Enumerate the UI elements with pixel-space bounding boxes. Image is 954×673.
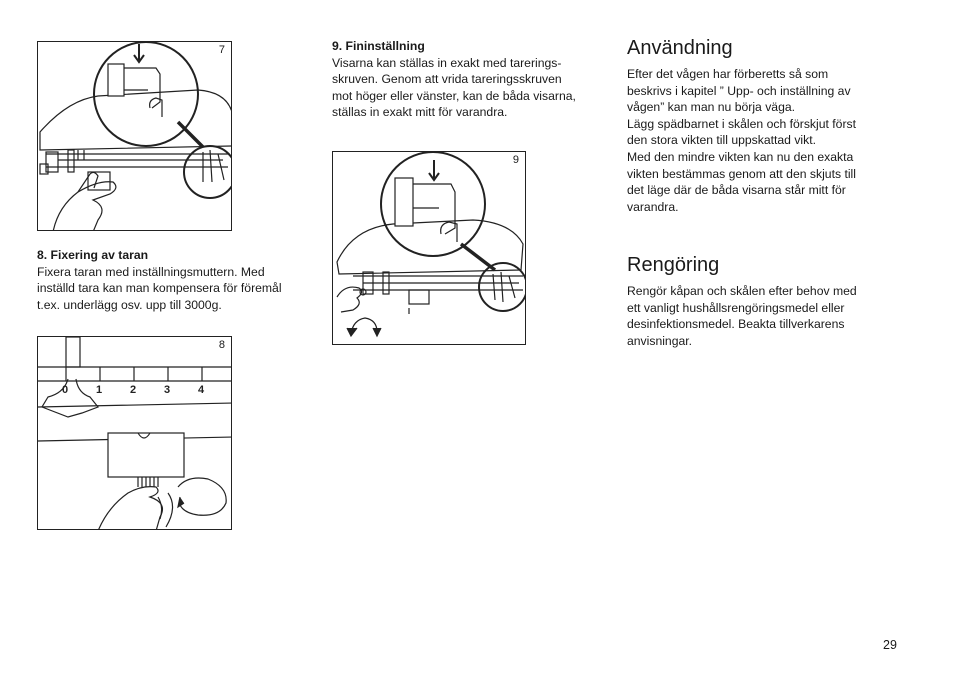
rengoring-line: ett vanligt hushållsrengöringsmedel eller [627, 300, 845, 315]
anvandning-line: beskrivs i kapitel ” Upp- och inställning av [627, 83, 851, 98]
section-9-line: mot höger eller vänster, kan de båda visarna, [332, 88, 576, 103]
section-9-line: Visarna kan ställas in exakt med tarerings- [332, 55, 562, 70]
scale-label: 0 [62, 384, 69, 396]
section-8-text [37, 247, 317, 313]
section-8-line: t.ex. underlägg osv. upp till 3000g. [37, 297, 222, 312]
anvandning-text [627, 66, 889, 215]
figure-7-illustration [37, 41, 232, 231]
section-9-line: skruven. Genom att vrida tareringsskruven [332, 72, 562, 87]
anvandning-line: varandra. [627, 199, 679, 214]
figure-number: 8 [218, 339, 225, 351]
section-9-text [332, 38, 617, 121]
page-number: 29 [883, 638, 897, 652]
section-8-heading: 8. Fixering av taran [37, 248, 149, 262]
anvandning-title: Användning [627, 37, 733, 59]
section-8-line: Fixera taran med inställningsmuttern. Med [37, 264, 265, 279]
scale-label: 2 [130, 384, 137, 396]
section-8-line: inställd tara kan man kompensera för föremål [37, 281, 282, 296]
rengoring-title: Rengöring [627, 254, 720, 276]
anvandning-line: Efter det vågen har förberetts så som [627, 67, 829, 81]
rengoring-line: desinfektionsmedel. Beakta tillverkarens [627, 317, 845, 332]
rengoring-text [627, 283, 889, 349]
figure-number: 7 [218, 44, 225, 56]
scale-label: 3 [164, 384, 171, 396]
scale-number-labels [38, 337, 232, 397]
rengoring-line: anvisningar. [627, 333, 693, 348]
fine-adjust-drawing [333, 152, 526, 345]
figure-8-illustration [37, 336, 232, 530]
anvandning-line: vågen” kan man nu börja väga. [627, 100, 796, 115]
rengoring-line: Rengör kåpan och skålen efter behov med [627, 284, 857, 298]
scale-label: 4 [198, 384, 205, 396]
section-9-line: ställas in exakt mitt för varandra. [332, 105, 508, 120]
anvandning-line: vikten bestämmas genom att den skjuts till [627, 166, 856, 181]
anvandning-line: den stora vikten till uppskattad vikt. [627, 133, 817, 148]
scale-label: 1 [96, 384, 103, 396]
figure-number: 9 [512, 154, 519, 166]
anvandning-line: det läge där de båda visarna står mitt för [627, 183, 846, 198]
anvandning-line: Lägg spädbarnet i skålen och förskjut först [627, 116, 856, 131]
scale-detail-drawing [38, 42, 232, 231]
anvandning-line: Med den mindre vikten kan nu den exakta [627, 149, 854, 164]
section-9-heading: 9. Fininställning [332, 39, 425, 53]
figure-9-illustration [332, 151, 526, 345]
